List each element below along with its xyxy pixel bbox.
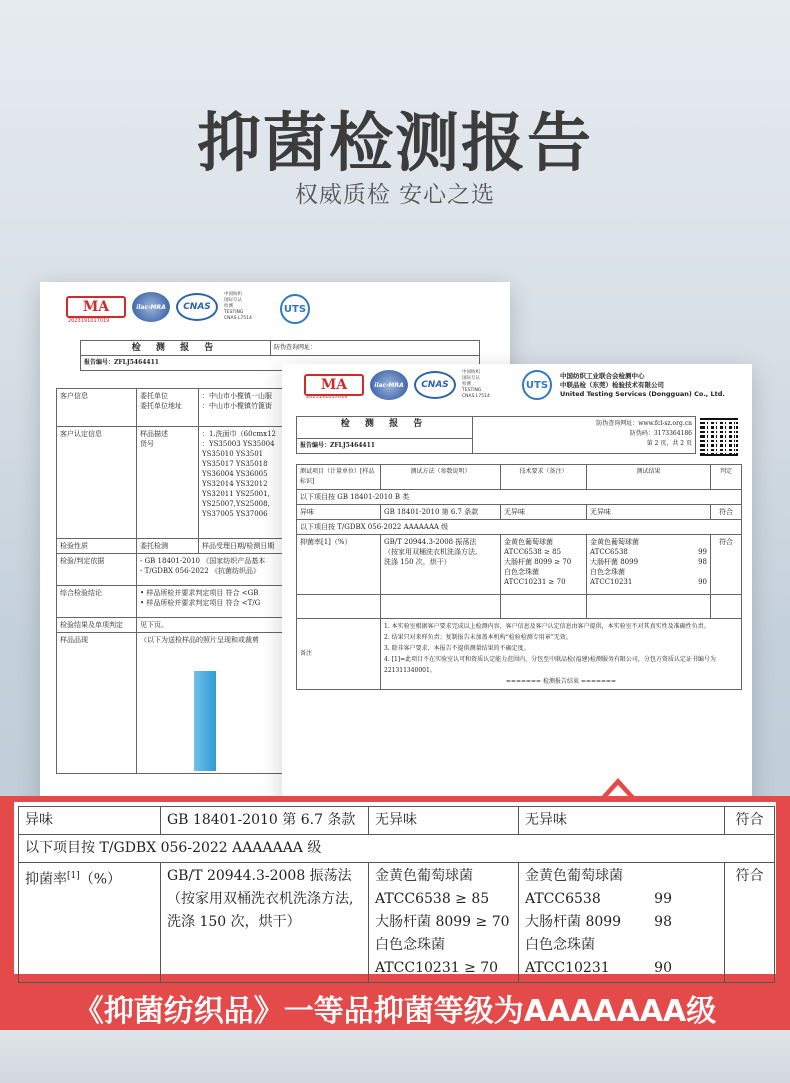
ilac-mra-logo-icon: ilac-MRA: [132, 292, 170, 322]
page-subtitle: 权威质检 安心之选: [294, 182, 496, 208]
anti-fake-url: 防伪查询网址：www.fcl-sz.org.cn: [596, 420, 692, 427]
cell: GB 18401-2010 第 6.7 条款: [161, 807, 369, 835]
col-header: 测试结果: [587, 465, 711, 490]
verdict-cell: 符合: [725, 863, 775, 983]
cnas-logo-icon: CNAS: [414, 371, 456, 399]
table-cell: 样品受理日期/检测日期: [199, 539, 496, 554]
table-cell: [711, 595, 742, 619]
table-cell: 无异味: [501, 505, 587, 520]
report-title: 检 测 报 告: [81, 341, 271, 356]
uts-logo-icon: UTS: [522, 370, 552, 400]
cell: 异味: [19, 807, 161, 835]
page-title: 抑菌检测报告: [197, 107, 593, 181]
col-header: 测试方法（参数说明）: [381, 465, 501, 490]
standard-line: 以下项目按 T/GDBX 056-2022 AAAAAAA 级: [297, 520, 742, 535]
table-cell: 委托检测: [137, 539, 199, 554]
accreditation-text: 中国纺织 国际互认 检测 TESTING CNAS L7514: [224, 292, 252, 321]
report-header-table: [296, 416, 696, 454]
callout-pointer-icon: [600, 778, 636, 798]
report-number: 报告编号：ZFLJ5464411: [297, 439, 473, 454]
table-cell: GB/T 20944.3-2008 振荡法 （按家用双桶洗衣机洗涤方法, 洗涤 150 次，烘干）: [381, 535, 501, 595]
notes-label: 备注: [297, 619, 381, 690]
qr-code-icon: [700, 418, 738, 456]
col-header: 技术要求（备注）: [501, 465, 587, 490]
standard-line: 以下项目按 T/GDBX 056-2022 AAAAAAA 级: [19, 835, 775, 863]
table-cell: GB 18401-2010 第 6.7 条款: [381, 505, 501, 520]
col-header: 判定: [711, 465, 742, 490]
table-cell: [587, 595, 711, 619]
table-cell: • 样品所检并要求判定项目 符合 <GB • 样品所检并要求判定项目 符合 <T/G: [137, 586, 496, 618]
result-cell: 金黄色葡萄球菌 ATCC6538 99 大肠杆菌 8099 98 白色念珠菌 ATCC10231 90: [519, 863, 725, 983]
table-cell: 抑菌率[1]（%）: [297, 535, 381, 595]
uts-logo-icon: UTS: [280, 294, 310, 324]
end-of-report: ======= 检测报告结束 =======: [505, 678, 617, 685]
cell: 无异味: [519, 807, 725, 835]
row-label: 客户认定信息: [57, 427, 137, 539]
anti-fake-label: 防伪查询网址：: [271, 341, 480, 356]
cell: 无异味: [369, 807, 519, 835]
report-page-2: [282, 364, 752, 804]
anti-fake-code: 防伪码：3173364186: [629, 430, 692, 437]
row-label: 检验性质: [57, 539, 137, 554]
row-label: 检验/判定依据: [57, 554, 137, 586]
cma-number: 2023191017019: [306, 394, 348, 400]
row-label: 样品品现: [57, 633, 137, 774]
table-cell: [501, 595, 587, 619]
table-cell: - GB 18401-2010 《国家纺织产品基本 - T/GDBX 056-2022 《抗菌纺织品》: [137, 554, 496, 586]
table-cell: （以下为送检样品的照片呈现和或裁剪: [137, 633, 496, 774]
table-cell: [381, 595, 501, 619]
col-header: 测试项目（计量单位）[样品标识]: [297, 465, 381, 490]
table-cell: [297, 595, 381, 619]
table-cell: 委托单位 委托单位地址: [137, 389, 199, 427]
table-cell: 金黄色葡萄球菌 ATCC6538 99 大肠杆菌 8099 98 白色念珠菌 ATCC10231 90: [587, 535, 711, 595]
cma-number: 2023191017019: [68, 318, 110, 324]
report-number: 报告编号：ZFLJ5464411: [81, 356, 480, 371]
cma-logo-icon: MA: [304, 374, 364, 396]
row-label: 客户信息: [57, 389, 137, 427]
bottom-decoration: [0, 1030, 790, 1083]
cnas-logo-icon: CNAS: [176, 293, 218, 321]
lab-name: 中国纺织工业联合会检测中心 中联品检（东莞）检验技术有限公司 United Testing Services (Dongguan) Co., Ltd.: [560, 372, 725, 398]
table-cell: 无异味: [587, 505, 711, 520]
table-cell: [473, 417, 696, 454]
test-result-table: [296, 464, 742, 690]
cma-logo-icon: MA: [66, 296, 126, 318]
grade-banner: 《抑菌纺织品》一等品抑菌等级为AAAAAAA级: [73, 994, 717, 1029]
table-cell: 样品描述 货号: [137, 427, 199, 539]
page-number: 第 2 页，共 2 页: [646, 440, 692, 447]
table-cell: 金黄色葡萄球菌 ATCC6538 ≥ 85 大肠杆菌 8099 ≥ 70 白色念珠菌 ATCC10231 ≥ 70: [501, 535, 587, 595]
ilac-mra-logo-icon: ilac-MRA: [370, 370, 408, 400]
table-cell: ：中山市小榄镇一山服 ：中山市小榄镇竹篦街: [199, 389, 496, 427]
requirement-cell: 金黄色葡萄球菌 ATCC6538 ≥ 85 大肠杆菌 8099 ≥ 70 白色念珠菌 ATCC10231 ≥ 70: [369, 863, 519, 983]
table-cell: 符合: [711, 535, 742, 595]
sample-photo: [194, 671, 216, 771]
table-cell: 1. 本实验室根据客户要求完成以上检测内容，客户信息及客户认定信息由客户提供，本实验室不对其真实性及准确性负责。 2. 结果只对来样负责；复制报告未加盖本机构“检验检测专用章”无效。 3. 除非客户要求，本报告不提供测量结果的不确定度。 4. [1]=此项目不在实验室认可和资质认定能力范围内，分包至中联品检(福建)检测服务有限公司，分包方资质认定证书编号为 221311340001。 ======= 检测报告结束 =======: [381, 619, 742, 690]
table-cell: 异味: [297, 505, 381, 520]
accreditation-text: 中国纺织 国际互认 检测 TESTING CNAS L7514: [462, 370, 490, 399]
table-cell: ：1.洗面巾（60cmx12 ：YS35003 YS35004 YS35010 YS3501 YS35017 YS35018 YS36004 YS36005 YS32014 YS32012 YS32011 YS25001, YS25007,YS25008, YS37005 YS37006: [199, 427, 496, 539]
table-cell: 见下页。: [137, 618, 496, 633]
row-label: 综合检验结论: [57, 586, 137, 618]
report-title: 检 测 报 告: [297, 417, 473, 439]
table-cell: 符合: [711, 505, 742, 520]
zoomed-result-table: [18, 806, 775, 983]
row-label: 检验结果及单项判定: [57, 618, 137, 633]
cell: 符合: [725, 807, 775, 835]
method-cell: GB/T 20944.3-2008 振荡法 （按家用双桶洗衣机洗涤方法, 洗涤 150 次，烘干）: [161, 863, 369, 983]
item-cell: 抑菌率[1]（%）: [19, 863, 161, 983]
standard-line: 以下项目按 GB 18401-2010 B 类: [297, 490, 742, 505]
